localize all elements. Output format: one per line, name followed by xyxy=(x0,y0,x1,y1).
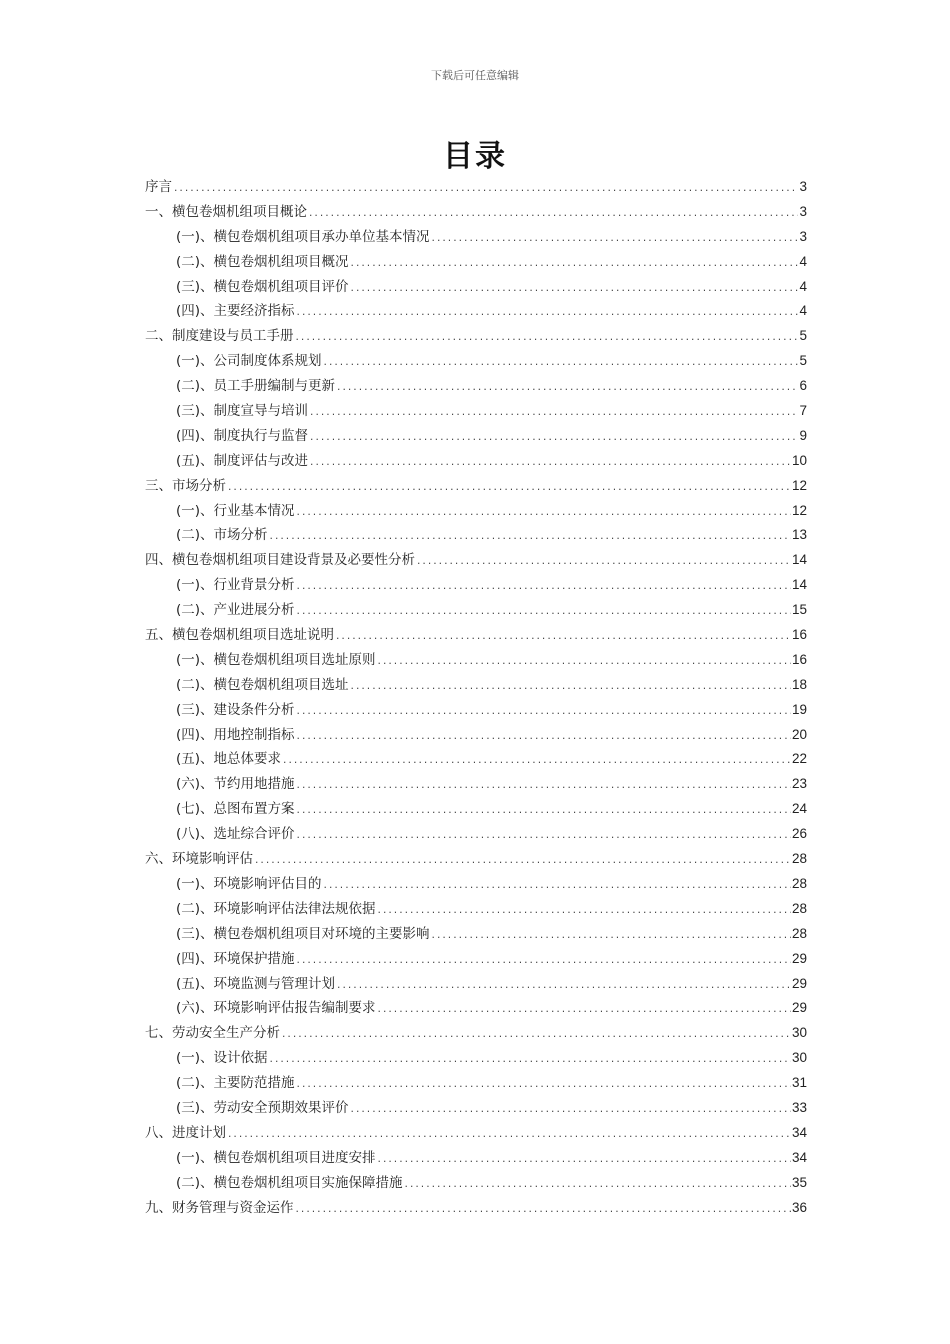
toc-dot-leader xyxy=(308,202,798,227)
toc-entry-title: (四)、用地控制指标 xyxy=(176,726,295,743)
toc-entry[interactable] xyxy=(145,797,807,822)
toc-dot-leader xyxy=(295,326,799,351)
toc-dot-leader xyxy=(309,451,791,476)
toc-entry[interactable] xyxy=(145,1196,807,1221)
toc-dot-leader xyxy=(404,1173,791,1198)
toc-entry[interactable] xyxy=(145,225,807,250)
toc-entry[interactable] xyxy=(145,1021,807,1046)
toc-dot-leader xyxy=(335,625,791,650)
toc-dot-leader xyxy=(281,1023,791,1048)
toc-entry[interactable] xyxy=(145,250,807,275)
toc-entry-title: (二)、环境影响评估法律法规依据 xyxy=(176,900,376,917)
toc-entry-page: 30 xyxy=(791,1050,807,1066)
toc-entry[interactable] xyxy=(145,1071,807,1096)
toc-list xyxy=(145,175,807,1220)
toc-entry-page: 33 xyxy=(791,1099,807,1115)
toc-entry-page: 3 xyxy=(799,228,807,244)
toc-entry-title: 九、财务管理与资金运作 xyxy=(145,1199,294,1216)
toc-entry-title: (一)、环境影响评估目的 xyxy=(176,875,322,892)
toc-entry-title: (三)、建设条件分析 xyxy=(176,701,295,718)
toc-entry[interactable] xyxy=(145,598,807,623)
toc-entry-title: (一)、行业基本情况 xyxy=(176,502,295,519)
toc-entry-title: (八)、选址综合评价 xyxy=(176,826,295,843)
toc-dot-leader xyxy=(323,351,799,376)
toc-entry-title: (六)、节约用地措施 xyxy=(176,776,295,793)
toc-entry-page: 22 xyxy=(791,751,807,767)
toc-dot-leader xyxy=(282,749,791,774)
toc-entry[interactable] xyxy=(145,897,807,922)
toc-dot-leader xyxy=(296,774,791,799)
toc-entry-title: (一)、行业背景分析 xyxy=(176,577,295,594)
toc-entry[interactable] xyxy=(145,200,807,225)
toc-dot-leader xyxy=(296,1073,791,1098)
toc-entry-title: (一)、设计依据 xyxy=(176,1050,268,1067)
toc-entry[interactable] xyxy=(145,349,807,374)
toc-dot-leader xyxy=(309,426,798,451)
toc-entry-page: 20 xyxy=(791,726,807,742)
toc-entry[interactable] xyxy=(145,1121,807,1146)
toc-dot-leader xyxy=(377,1148,791,1173)
toc-entry-title: 八、进度计划 xyxy=(145,1124,226,1141)
toc-dot-leader xyxy=(336,376,798,401)
toc-dot-leader xyxy=(350,277,799,302)
toc-entry-page: 29 xyxy=(791,950,807,966)
toc-dot-leader xyxy=(296,949,791,974)
toc-entry-title: 七、劳动安全生产分析 xyxy=(145,1025,280,1042)
toc-dot-leader xyxy=(323,874,791,899)
toc-entry-page: 29 xyxy=(791,975,807,991)
toc-entry-page: 16 xyxy=(791,627,807,643)
toc-dot-leader xyxy=(296,700,791,725)
toc-entry-page: 28 xyxy=(791,925,807,941)
toc-entry-title: (二)、横包卷烟机组项目选址 xyxy=(176,676,349,693)
toc-entry-title: (五)、环境监测与管理计划 xyxy=(176,975,336,992)
toc-entry-title: (三)、横包卷烟机组项目评价 xyxy=(176,278,349,295)
toc-entry-title: (三)、制度宣导与培训 xyxy=(176,403,309,420)
toc-entry-title: (一)、横包卷烟机组项目承办单位基本情况 xyxy=(176,228,430,245)
toc-entry-title: (五)、制度评估与改进 xyxy=(176,452,309,469)
toc-entry[interactable] xyxy=(145,1171,807,1196)
toc-entry-title: (二)、市场分析 xyxy=(176,527,268,544)
toc-entry-title: 六、环境影响评估 xyxy=(145,851,253,868)
toc-entry-page: 30 xyxy=(791,1025,807,1041)
toc-entry[interactable] xyxy=(145,374,807,399)
toc-entry-title: 一、横包卷烟机组项目概论 xyxy=(145,203,307,220)
toc-entry-page: 5 xyxy=(799,353,807,369)
toc-entry[interactable] xyxy=(145,996,807,1021)
toc-entry-page: 15 xyxy=(791,602,807,618)
toc-entry-title: (二)、横包卷烟机组项目实施保障措施 xyxy=(176,1174,403,1191)
toc-entry[interactable] xyxy=(145,822,807,847)
toc-dot-leader xyxy=(350,675,791,700)
toc-dot-leader xyxy=(377,899,791,924)
toc-entry-title: 二、制度建设与员工手册 xyxy=(145,328,294,345)
toc-entry-title: (四)、环境保护措施 xyxy=(176,950,295,967)
toc-entry-title: (五)、地总体要求 xyxy=(176,751,282,768)
toc-entry-title: (三)、横包卷烟机组项目对环境的主要影响 xyxy=(176,925,430,942)
toc-dot-leader xyxy=(296,824,791,849)
toc-entry[interactable] xyxy=(145,673,807,698)
toc-dot-leader xyxy=(296,301,799,326)
toc-entry-page: 4 xyxy=(799,303,807,319)
toc-entry[interactable] xyxy=(145,1046,807,1071)
toc-entry-page: 34 xyxy=(791,1124,807,1140)
toc-entry[interactable] xyxy=(145,275,807,300)
toc-entry-title: (一)、公司制度体系规划 xyxy=(176,353,322,370)
toc-entry[interactable] xyxy=(145,474,807,499)
header-note: 下载后可任意编辑 xyxy=(431,69,519,82)
toc-dot-leader xyxy=(431,227,799,252)
toc-entry-page: 13 xyxy=(791,527,807,543)
toc-entry-page: 24 xyxy=(791,801,807,817)
toc-entry-page: 3 xyxy=(799,203,807,219)
toc-entry-page: 28 xyxy=(791,900,807,916)
toc-dot-leader xyxy=(295,1198,791,1223)
toc-entry[interactable] xyxy=(145,747,807,772)
toc-entry[interactable] xyxy=(145,723,807,748)
toc-entry[interactable] xyxy=(145,424,807,449)
toc-entry-page: 16 xyxy=(791,651,807,667)
toc-dot-leader xyxy=(227,476,791,501)
toc-entry-page: 7 xyxy=(799,403,807,419)
toc-entry[interactable] xyxy=(145,1146,807,1171)
toc-entry-title: (七)、总图布置方案 xyxy=(176,801,295,818)
toc-entry-title: (二)、横包卷烟机组项目概况 xyxy=(176,253,349,270)
toc-dot-leader xyxy=(336,974,791,999)
toc-dot-leader xyxy=(269,1048,791,1073)
toc-entry[interactable] xyxy=(145,698,807,723)
toc-entry-page: 35 xyxy=(791,1174,807,1190)
toc-entry-page: 29 xyxy=(791,1000,807,1016)
toc-dot-leader xyxy=(173,177,798,202)
toc-dot-leader xyxy=(350,1098,791,1123)
toc-entry-page: 19 xyxy=(791,701,807,717)
toc-entry-title: 三、市场分析 xyxy=(145,477,226,494)
toc-dot-leader xyxy=(377,650,791,675)
toc-entry-page: 9 xyxy=(799,427,807,443)
toc-entry[interactable] xyxy=(145,972,807,997)
toc-dot-leader xyxy=(296,600,791,625)
toc-dot-leader xyxy=(309,401,798,426)
toc-entry-page: 28 xyxy=(791,851,807,867)
toc-entry-title: (一)、横包卷烟机组项目选址原则 xyxy=(176,651,376,668)
toc-entry[interactable] xyxy=(145,299,807,324)
toc-entry[interactable] xyxy=(145,324,807,349)
toc-dot-leader xyxy=(350,252,799,277)
toc-entry-page: 14 xyxy=(791,552,807,568)
toc-entry[interactable] xyxy=(145,499,807,524)
toc-entry[interactable] xyxy=(145,847,807,872)
toc-entry-page: 4 xyxy=(799,253,807,269)
toc-entry[interactable] xyxy=(145,523,807,548)
toc-dot-leader xyxy=(416,550,791,575)
toc-entry[interactable] xyxy=(145,1096,807,1121)
toc-entry-title: (四)、制度执行与监督 xyxy=(176,427,309,444)
toc-entry-page: 5 xyxy=(799,328,807,344)
toc-entry[interactable] xyxy=(145,175,807,200)
toc-entry-page: 28 xyxy=(791,875,807,891)
toc-dot-leader xyxy=(431,924,791,949)
toc-entry[interactable] xyxy=(145,648,807,673)
toc-entry[interactable] xyxy=(145,399,807,424)
toc-entry[interactable] xyxy=(145,872,807,897)
toc-dot-leader xyxy=(296,725,791,750)
toc-title: 目录 xyxy=(443,139,507,174)
toc-entry-title: (三)、劳动安全预期效果评价 xyxy=(176,1099,349,1116)
toc-entry[interactable] xyxy=(145,623,807,648)
toc-entry-page: 3 xyxy=(799,179,807,194)
toc-dot-leader xyxy=(254,849,791,874)
toc-entry[interactable] xyxy=(145,947,807,972)
toc-entry-title: 序言 xyxy=(145,179,172,195)
toc-entry-page: 12 xyxy=(791,477,807,493)
toc-entry-title: (六)、环境影响评估报告编制要求 xyxy=(176,1000,376,1017)
toc-dot-leader xyxy=(296,575,791,600)
toc-dot-leader xyxy=(269,525,791,550)
toc-entry[interactable] xyxy=(145,548,807,573)
toc-entry-page: 23 xyxy=(791,776,807,792)
toc-entry[interactable] xyxy=(145,772,807,797)
toc-entry[interactable] xyxy=(145,922,807,947)
toc-entry-title: 五、横包卷烟机组项目选址说明 xyxy=(145,627,334,644)
toc-entry-page: 26 xyxy=(791,826,807,842)
toc-entry-page: 6 xyxy=(799,378,807,394)
toc-entry[interactable] xyxy=(145,573,807,598)
toc-dot-leader xyxy=(296,501,791,526)
toc-entry-page: 18 xyxy=(791,676,807,692)
toc-entry-title: (四)、主要经济指标 xyxy=(176,303,295,320)
toc-entry-page: 34 xyxy=(791,1149,807,1165)
toc-entry-title: 四、横包卷烟机组项目建设背景及必要性分析 xyxy=(145,552,415,569)
toc-entry-title: (二)、产业进展分析 xyxy=(176,602,295,619)
toc-entry-title: (一)、横包卷烟机组项目进度安排 xyxy=(176,1149,376,1166)
toc-entry-page: 10 xyxy=(791,452,807,468)
toc-entry-page: 12 xyxy=(791,502,807,518)
toc-entry[interactable] xyxy=(145,449,807,474)
toc-dot-leader xyxy=(296,799,791,824)
toc-entry-page: 14 xyxy=(791,577,807,593)
toc-dot-leader xyxy=(227,1123,791,1148)
toc-entry-page: 36 xyxy=(791,1199,807,1215)
toc-entry-page: 4 xyxy=(799,278,807,294)
toc-entry-page: 31 xyxy=(791,1075,807,1091)
toc-dot-leader xyxy=(377,998,791,1023)
toc-entry-title: (二)、主要防范措施 xyxy=(176,1075,295,1092)
toc-entry-title: (二)、员工手册编制与更新 xyxy=(176,378,336,395)
